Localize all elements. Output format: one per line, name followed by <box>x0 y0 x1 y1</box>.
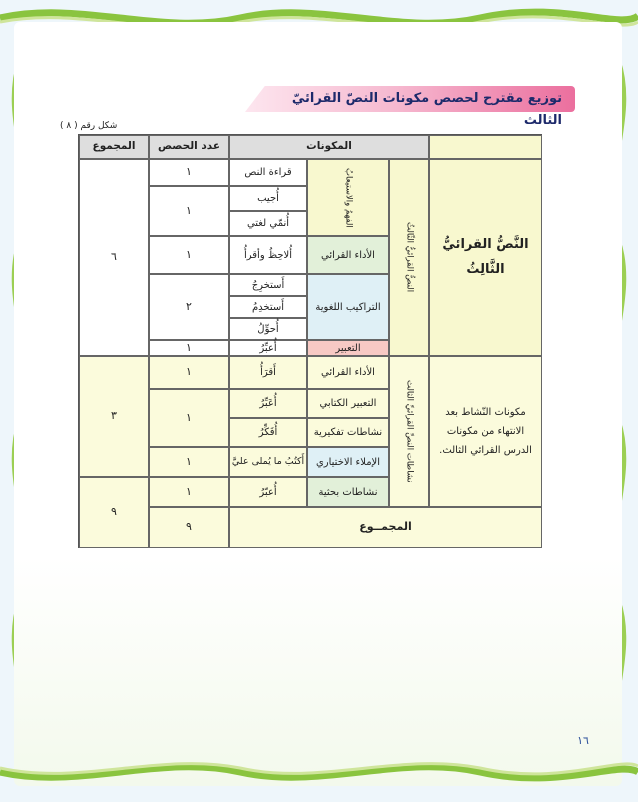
section2-total-row: ٩ <box>79 477 149 548</box>
s2-item-read: أَقرَأُ <box>229 356 307 389</box>
s1-reading-performance: الأداء القرائي <box>307 236 389 274</box>
s1-sessions-5: ١ <box>149 340 229 356</box>
page-title: توزيع مقترح لحصص مكونات النصّ القرائيّ الثالث <box>291 91 562 128</box>
s1-item-develop: أُنمّي لغتي <box>229 211 307 236</box>
header-blank <box>429 135 542 159</box>
s1-item-use: أَستخدِمُ <box>229 296 307 318</box>
s1-item-read-text: قراءة النص <box>229 159 307 186</box>
section1-group: النصُّ القرائيُّ الثّالثُ <box>389 159 429 356</box>
s2-item-write: أَكتُبُ ما يُملى عليَّ <box>229 447 307 477</box>
s2-written-expression: التعبير الكتابي <box>307 389 389 418</box>
section2-total-mid: ٣ <box>79 356 149 477</box>
s2-item-think: أُفَكِّرُ <box>229 418 307 447</box>
s1-item-extract: أَستخرِجُ <box>229 274 307 296</box>
section2-group: نشاطات النصِّ القرائيِّ الثالث <box>389 356 429 507</box>
s1-expression: التعبير <box>307 340 389 356</box>
page-number: ١٦ <box>577 734 589 747</box>
header-total: المجموع <box>79 135 149 159</box>
s2-sessions-2: ١ <box>149 389 229 447</box>
header-sessions: عدد الحصص <box>149 135 229 159</box>
s2-item-express: أُعَبِّرُ <box>229 389 307 418</box>
s1-sessions-3: ١ <box>149 236 229 274</box>
s1-sessions-4: ٢ <box>149 274 229 340</box>
figure-label: شكل رقم ( ٨ ) <box>60 121 118 131</box>
footer-total-sessions: ٩ <box>149 507 229 548</box>
header-components: المكونات <box>229 135 429 159</box>
s2-sessions-3: ١ <box>149 447 229 477</box>
s1-item-express: أُعبِّرُ <box>229 340 307 356</box>
s2-sessions-1: ١ <box>149 356 229 389</box>
section1-comprehension: الفهمُ والاستيعابُ <box>307 159 389 236</box>
s1-sessions-2: ١ <box>149 186 229 236</box>
s2-item-express2: أُعبّرُ <box>229 477 307 507</box>
bottom-ribbon-decoration <box>0 752 638 792</box>
footer-total-label: المجمــوع <box>229 507 542 548</box>
section1-total: ٦ <box>79 159 149 356</box>
s1-linguistic-structures: التراكيب اللغوية <box>307 274 389 340</box>
s1-sessions-1: ١ <box>149 159 229 186</box>
section1-label: النَّصُّ القرائيُّ الثَّالِثُ <box>429 159 542 356</box>
s2-dictation: الإملاء الاختياري <box>307 447 389 477</box>
s2-thinking-activities: نشاطات تفكيرية <box>307 418 389 447</box>
section2-label: مكونات النّشاط بعد الانتهاء من مكونات الدرس القرائي الثالث. <box>429 356 542 507</box>
distribution-table <box>78 134 542 548</box>
s2-reading-performance: الأداء القرائي <box>307 356 389 389</box>
s2-sessions-4: ١ <box>149 477 229 507</box>
s1-item-transform: أُحوِّلُ <box>229 318 307 340</box>
s2-research: نشاطات بحثية <box>307 477 389 507</box>
s1-item-answer: أُجيب <box>229 186 307 211</box>
s1-item-observe: أُلاحِظُ وأقرأُ <box>229 236 307 274</box>
